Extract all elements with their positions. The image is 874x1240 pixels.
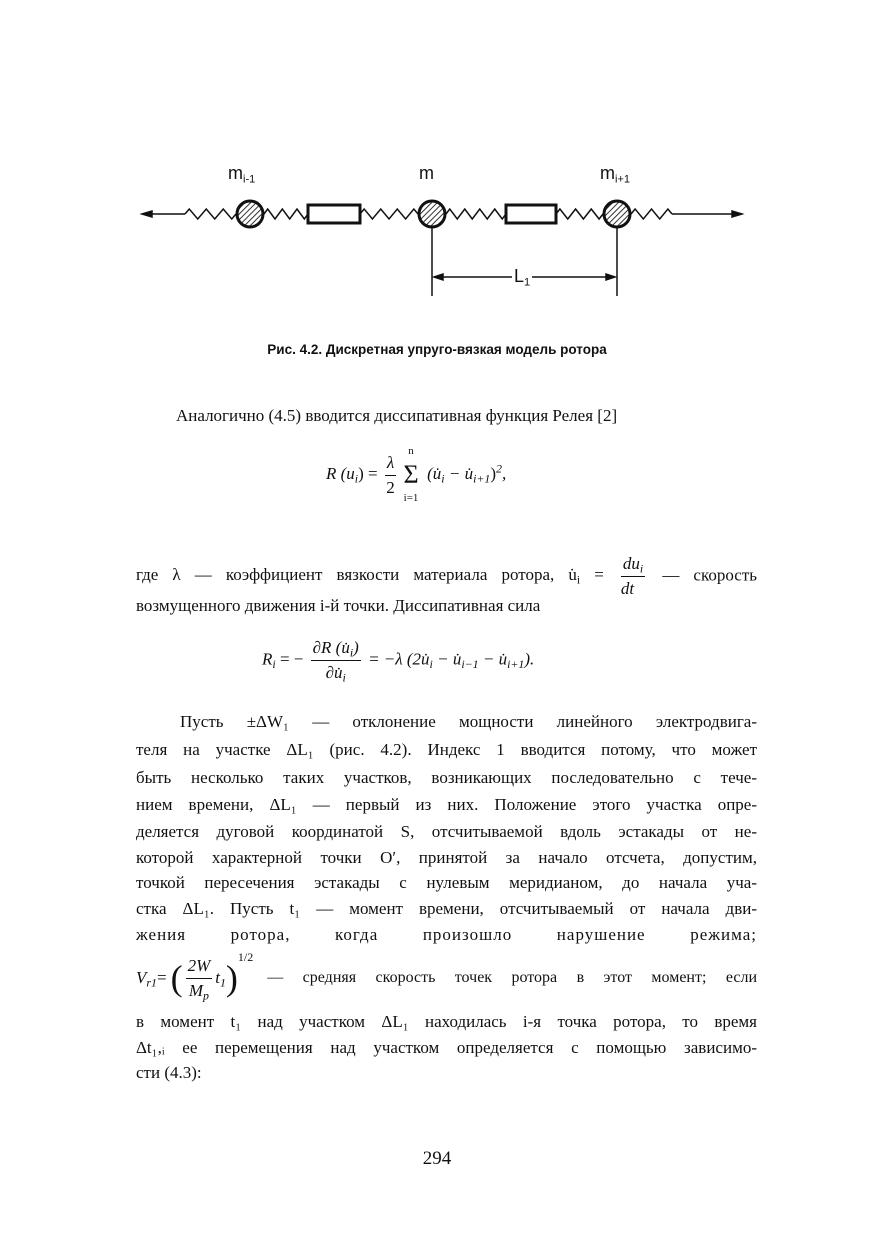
rotor-model-diagram <box>0 0 874 330</box>
para1-line1: где λ — коэффициент вязкости материала ротора, $u̇_i$ = $\frac{du_i}{dt}$ — скорость <box>136 554 758 598</box>
arrow-right-icon <box>606 274 615 280</box>
para1-line2: возмущенного движения i-й точки. Диссипативная сила <box>136 596 541 615</box>
para2-line: сти (4.3): <box>136 1063 202 1082</box>
equation-dissipative-force: $R_i$ = − $\frac{\partial R (u̇_i)}{\partial u̇_i}$ = −λ ($2u̇_i$ − $u̇_{i-1}$ − $u̇_{i+1}$). <box>262 638 535 685</box>
intro-text: Аналогично (4.5) вводится диссипативная функция Релея [2] <box>176 406 618 425</box>
para2-line: которой характерной точки O′, принятой за начало отсчета, допустим, <box>136 848 757 867</box>
para2-line: Δt₁,ᵢ ее перемещения над участком определяется с помощью зависимо- <box>136 1038 757 1057</box>
mass-label-prev: $m_{i-1}$ <box>228 163 256 186</box>
para2-line: стка ΔL₁. Пусть t₁ — момент времени, отсчитываемый от начала дви- <box>136 899 757 918</box>
para2-line: в момент t₁ над участком ΔL₁ находилась i-я точка ротора, то время <box>136 1012 757 1031</box>
para2-line: точкой пересечения эстакады с нулевым меридианом, до начала уча- <box>136 873 757 892</box>
arrow-left-icon <box>142 211 152 217</box>
para2-line: быть несколько таких участков, возникающих последовательно с тече- <box>136 768 757 787</box>
velocity-formula-line: $V_{r1}$ = ( $\frac{2W}{M_p}$ $t_1$ ) 1/2 — средняя скорость точек ротора в этот момент; если <box>136 950 757 1003</box>
arrow-left-icon <box>434 274 443 280</box>
spring <box>264 209 308 219</box>
para2-line: теля на участке ΔL₁ (рис. 4.2). Индекс 1 вводится потому, что может <box>136 740 757 759</box>
arrow-right-icon <box>732 211 742 217</box>
length-label: $L_1$ <box>514 266 531 289</box>
mass <box>604 201 630 227</box>
para2-line: жения ротора, когда произошло нарушение режима; <box>136 925 757 944</box>
para2-line: нием времени, ΔL₁ — первый из них. Положение этого участка опре- <box>136 795 757 814</box>
damper <box>308 205 360 223</box>
page-number: 294 <box>422 1148 452 1169</box>
mass <box>237 201 263 227</box>
equation-rayleigh: R $(u_i)$ = $\frac{\lambda}{2}$ n Σ i=1 ($u̇_i$ − $u̇_{i+1})^2$, <box>326 445 507 504</box>
spring <box>556 209 603 219</box>
mass-label-next: $m_{i+1}$ <box>600 163 630 186</box>
mass <box>419 201 445 227</box>
mass-label-mid: m <box>419 163 434 183</box>
para2-line: деляется дуговой координатой S, отсчитываемой вдоль эстакады от не- <box>136 822 757 841</box>
spring <box>631 209 672 219</box>
spring <box>360 209 418 219</box>
para2-line: Пусть ±ΔW₁ — отклонение мощности линейного электродвига- <box>180 712 757 731</box>
spring <box>185 209 236 219</box>
figure-caption: Рис. 4.2. Дискретная упруго-вязкая модель ротора <box>267 342 607 357</box>
damper <box>506 205 556 223</box>
spring <box>446 209 506 219</box>
